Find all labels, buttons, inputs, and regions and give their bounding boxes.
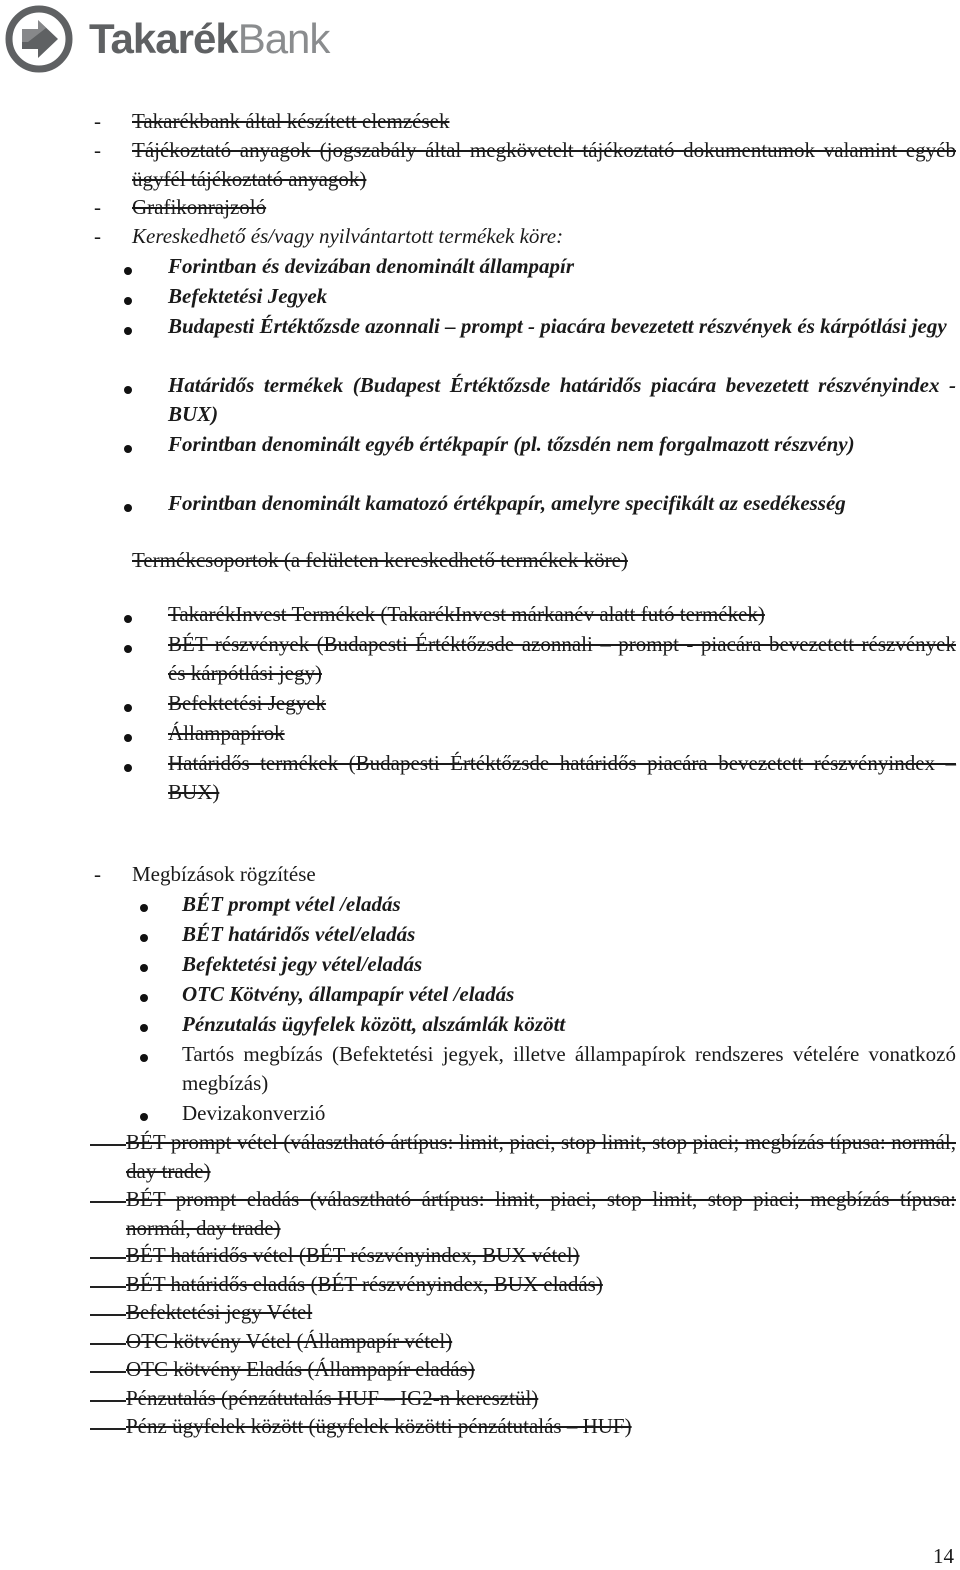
- bullet-icon: [124, 327, 132, 335]
- strike-marker: [90, 1286, 126, 1288]
- bullet-icon: [124, 734, 132, 742]
- struck-order-item: BÉT határidős eladás (BÉT részvényindex, BUX eladás): [126, 1272, 603, 1296]
- strike-marker: [90, 1428, 126, 1430]
- product-group-item: BÉT részvények (Budapesti Értéktőzsde azonnali – prompt - piacára bevezetett részvények és kárpótlási jegy): [168, 632, 956, 685]
- product-group-item: Befektetési Jegyek: [168, 691, 327, 715]
- bullet-icon: [124, 764, 132, 772]
- order-item: Devizakonverzió: [182, 1101, 326, 1125]
- bullet-icon: [140, 904, 148, 912]
- strike-marker: [90, 1144, 126, 1146]
- dash-marker: -: [94, 138, 101, 162]
- bullet-icon: [140, 994, 148, 1002]
- dash-marker: -: [94, 195, 101, 219]
- struck-order-item: BÉT prompt vétel (választható ártípus: limit, piaci, stop limit, stop piaci; megbízás típusa: normál, day trade): [126, 1130, 956, 1183]
- bullet-icon: [140, 1024, 148, 1032]
- struck-order-item: Befektetési jegy Vétel: [126, 1300, 313, 1324]
- logo-brand-part2: Bank: [237, 15, 330, 62]
- orders-title: Megbízások rögzítése: [132, 862, 316, 886]
- order-item: BÉT prompt vétel /eladás: [182, 892, 401, 916]
- dash-marker: -: [94, 109, 101, 133]
- struck-order-item: Pénz ügyfelek között (ügyfelek közötti pénzátutalás – HUF): [126, 1414, 632, 1438]
- struck-order-item: OTC kötvény Vétel (Állampapír vétel): [126, 1329, 453, 1353]
- strike-marker: [90, 1257, 126, 1259]
- order-item: Tartós megbízás (Befektetési jegyek, illetve állampapírok rendszeres vételére vonatkozó megbízás): [182, 1042, 956, 1095]
- bullet-icon: [124, 615, 132, 623]
- list-item-product-scope: Kereskedhető és/vagy nyilvántartott termékek köre:: [132, 224, 564, 248]
- bullet-icon: [124, 504, 132, 512]
- strike-marker: [90, 1343, 126, 1345]
- bullet-icon: [124, 267, 132, 275]
- bullet-icon: [124, 645, 132, 653]
- struck-order-item: BÉT prompt eladás (választható ártípus: limit, piaci, stop limit, stop piaci; megbízás típusa: normál, day trade): [126, 1187, 956, 1240]
- scope-item: Forintban denominált kamatozó értékpapír, amelyre specifikált az esedékesség: [168, 491, 846, 515]
- scope-item: Befektetési Jegyek: [168, 284, 328, 308]
- logo-brand-part1: Takarék: [89, 15, 238, 62]
- product-group-item: Határidős termékek (Budapesti Értéktőzsde határidős piacára bevezetett részvényindex – BUX): [168, 751, 956, 804]
- logo-wordmark: [89, 15, 330, 62]
- bullet-icon: [124, 297, 132, 305]
- bullet-icon: [124, 445, 132, 453]
- scope-item: Határidős termékek (Budapest Értéktőzsde határidős piacára bevezetett részvényindex - BUX): [168, 373, 956, 426]
- list-item-chart-tool: Grafikonrajzoló: [132, 195, 267, 219]
- strike-marker: [90, 1201, 126, 1203]
- product-group-item: Állampapírok: [168, 721, 285, 745]
- list-item-info-materials: Tájékoztató anyagok (jogszabály által megkövetelt tájékoztató dokumentumok valamint egyéb ügyfél tájékoztató anyagok): [132, 138, 956, 191]
- struck-order-item: BÉT határidős vétel (BÉT részvényindex, BUX vétel): [126, 1243, 580, 1267]
- product-group-item: TakarékInvest Termékek (TakarékInvest márkanév alatt futó termékek): [168, 602, 765, 626]
- scope-item: Forintban denominált egyéb értékpapír (pl. tőzsdén nem forgalmazott részvény): [168, 432, 855, 456]
- bullet-icon: [140, 934, 148, 942]
- strike-marker: [90, 1400, 126, 1402]
- bullet-icon: [140, 1054, 148, 1062]
- order-item: Befektetési jegy vétel/eladás: [182, 952, 423, 976]
- order-item: BÉT határidős vétel/eladás: [182, 922, 416, 946]
- struck-order-item: OTC kötvény Eladás (Állampapír eladás): [126, 1357, 475, 1381]
- bullet-icon: [140, 964, 148, 972]
- page-number: 14: [933, 1544, 954, 1568]
- bullet-icon: [124, 704, 132, 712]
- dash-marker: -: [94, 224, 101, 248]
- product-groups-title: Termékcsoportok (a felületen kereskedhető termékek köre): [132, 548, 628, 572]
- strike-marker: [90, 1371, 126, 1373]
- struck-order-item: Pénzutalás (pénzátutalás HUF – IG2-n keresztül): [126, 1386, 539, 1410]
- scope-item: Forintban és devizában denominált állampapír: [168, 254, 575, 278]
- order-item: Pénzutalás ügyfelek között, alszámlák között: [182, 1012, 566, 1036]
- bullet-icon: [140, 1113, 148, 1121]
- takarekbank-logo: [5, 4, 329, 74]
- scope-item: Budapesti Értéktőzsde azonnali – prompt - piacára bevezetett részvények és kárpótlási jegy: [168, 314, 947, 338]
- strike-marker: [90, 1314, 126, 1316]
- logo-arrow-icon: [5, 5, 73, 73]
- dash-marker: -: [94, 862, 101, 886]
- list-item-analyses: Takarékbank által készített elemzések: [132, 109, 450, 133]
- order-item: OTC Kötvény, állampapír vétel /eladás: [182, 982, 515, 1006]
- bullet-icon: [124, 386, 132, 394]
